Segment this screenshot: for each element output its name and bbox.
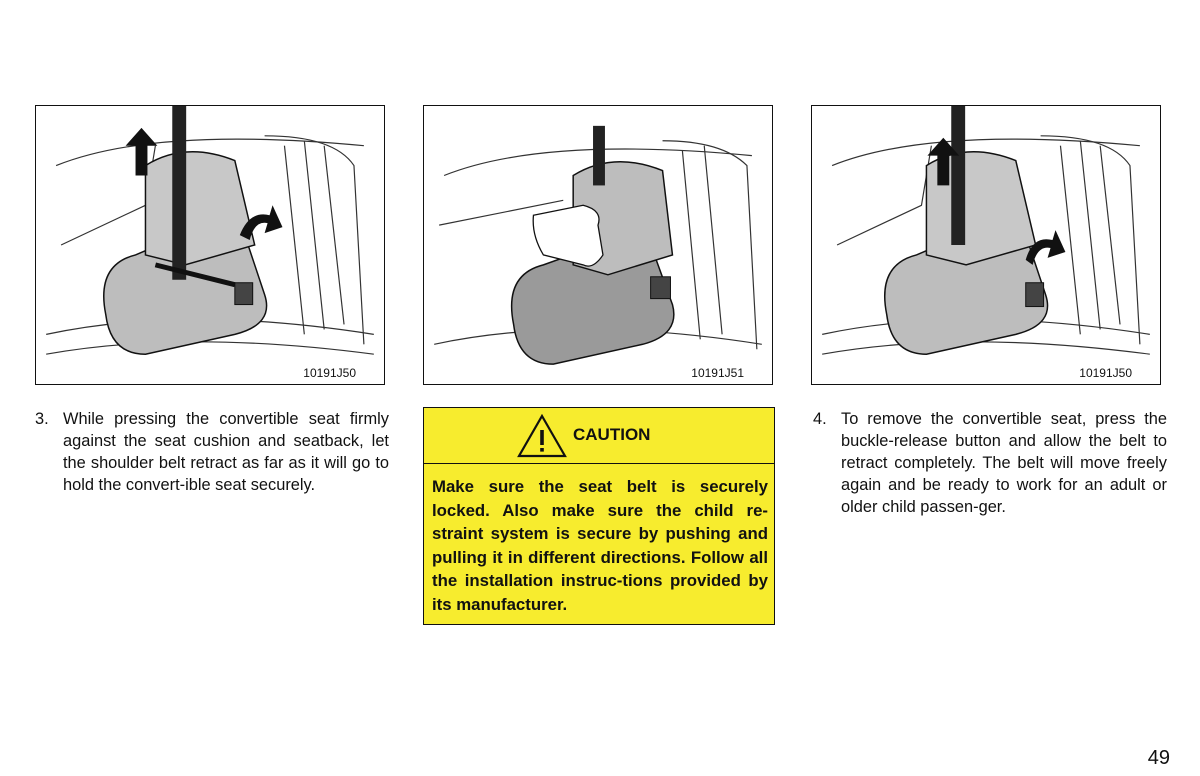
caution-box [423,407,775,625]
buckle-latch [1026,283,1044,307]
child-seat-illustration [812,106,1160,384]
warning-triangle-icon [517,414,567,458]
figure-code: 10191J50 [1079,366,1132,380]
caution-title: CAUTION [573,425,651,444]
step-text: To remove the convertible seat, press the buckle-release button and allow the belt to retract completely. The belt will move freely again and be ready to work for an adult or older child passen-ger. [841,410,1167,516]
caution-header [424,408,774,464]
child-seat-illustration [424,106,772,384]
step-number: 3. [35,410,49,428]
figure-remove-seat [811,105,1161,385]
step-number: 4. [813,410,827,428]
figure-code: 10191J51 [691,366,744,380]
shoulder-belt [593,126,605,186]
step-text: While pressing the convertible seat firmly against the seat cushion and seatback, let the shoulder belt retract as far as it will go to hold the convert-ible seat securely. [63,410,389,494]
figure-code: 10191J50 [303,366,356,380]
hand-icon [533,205,603,266]
caution-text: Make sure the seat belt is securely locked. Also make sure the child re-straint system is secure by pushing and pulling it in different directions. Follow all the installation instruc-tions provided by its manufacturer. [432,477,768,614]
page-number: 49 [1147,747,1170,769]
child-seat-illustration [36,106,384,384]
buckle-latch [235,283,253,305]
shoulder-belt [172,106,186,280]
figure-press-seat [423,105,773,385]
figure-seat-belt-retract [35,105,385,385]
shoulder-belt [951,106,965,245]
buckle-latch [651,277,671,299]
